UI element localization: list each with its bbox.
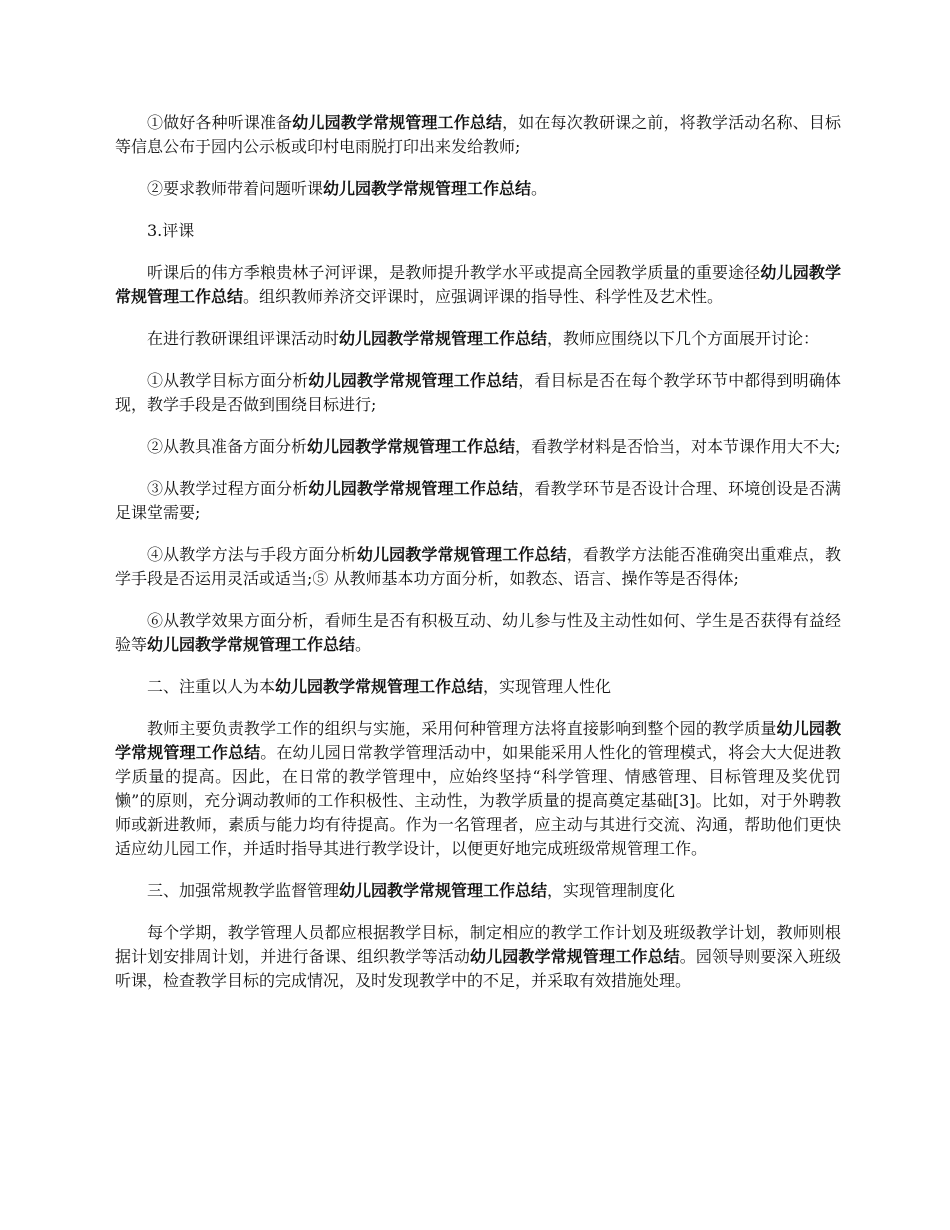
- para-text: 。: [355, 635, 372, 654]
- keyword-bold: 幼儿园教学常规管理工作总结: [308, 479, 519, 498]
- para-text: ②要求教师带着问题听课: [147, 179, 324, 198]
- paragraph-humanized-management: [115, 717, 841, 861]
- para-text: ②从教具准备方面分析: [147, 437, 308, 456]
- para-text: ⑥从教学效果方面分析，看师生是否有积极互动、幼儿参与性及主动性如何、学生是否获得有益经验等: [115, 611, 841, 654]
- para-text: ①从教学目标方面分析: [147, 371, 309, 390]
- keyword-bold: 幼儿园教学常规管理工作总结: [307, 437, 516, 456]
- paragraph-evaluation-intro: [115, 261, 841, 309]
- paragraph-aspect-effects: [115, 609, 841, 657]
- para-text: 。在幼儿园日常教学管理活动中，如果能采用人性化的管理模式，将会大大促进教学质量的提高。因此，在日常的教学管理中，应始终坚持“科学管理、情感管理、目标管理及奖优罚懒”的原则，充分调动教师的工作积极性、主动性，为教学质量的提高奠定基础[3]。比如，对于外聘教师或新进教师，素质与能力均有待提高。作为一名管理者，应主动与其进行交流、沟通，帮助他们更快适应幼儿园工作，并适时指导其进行教学设计，以便更好地完成班级常规管理工作。: [115, 743, 841, 858]
- paragraph-semester-planning: [115, 921, 841, 993]
- para-text: ，看教学材料是否恰当，对本节课作用大不大;: [515, 437, 841, 456]
- para-text: 。组织教师养济交评课时，应强调评课的指导性、科学性及艺术性。: [243, 287, 724, 306]
- para-text: ，教师应围绕以下几个方面展开讨论：: [547, 329, 820, 348]
- paragraph-aspect-materials: [115, 435, 841, 459]
- para-text: ，如在每次教研课之前，将教学活动名称、目标等信息公布于园内公示板或印村电雨脱打印出来发给教师;: [115, 113, 841, 156]
- paragraph-prep-listening: [115, 111, 841, 159]
- para-text: 二、注重以人为本: [147, 677, 276, 696]
- keyword-bold: 幼儿园教学常规管理工作总结: [292, 113, 503, 132]
- section-heading-supervision: [115, 879, 841, 903]
- paragraph-listen-with-questions: [115, 177, 841, 201]
- keyword-bold: 幼儿园教学常规管理工作总结: [275, 677, 484, 696]
- para-text: ，实现管理人性化: [483, 677, 612, 696]
- section-heading-people-oriented: [115, 675, 841, 699]
- paragraph-aspect-methods: [115, 543, 841, 591]
- keyword-bold: 幼儿园教学常规管理工作总结: [115, 263, 841, 306]
- para-text: ，实现管理制度化: [547, 881, 676, 900]
- para-text: 听课后的伟方季粮贵林子河评课，是教师提升教学水平或提高全园教学质量的重要途径: [147, 263, 761, 282]
- para-text: 在进行教研课组评课活动时: [147, 329, 340, 348]
- para-text: ，看教学方法能否准确突出重难点，教学手段是否运用灵活或适当;⑤ 从教师基本功方面分析，如教态、语言、操作等是否得体;: [115, 545, 841, 588]
- para-text: 3.评课: [147, 221, 195, 240]
- paragraph-aspect-process: [115, 477, 841, 525]
- para-text: ，看教学环节是否设计合理、环境创设是否满足课堂需要;: [115, 479, 841, 522]
- para-text: 每个学期，教学管理人员都应根据教学目标，制定相应的教学工作计划及班级教学计划，教师则根据计划安排周计划，并进行备课、组织教学等活动: [115, 923, 841, 966]
- para-text: ①做好各种听课准备: [147, 113, 293, 132]
- keyword-bold: 幼儿园教学常规管理工作总结: [339, 881, 548, 900]
- document-body: [115, 111, 841, 1011]
- section-heading-evaluation: [115, 219, 841, 243]
- keyword-bold: 幼儿园教学常规管理工作总结: [147, 635, 356, 654]
- keyword-bold: 幼儿园教学常规管理工作总结: [469, 947, 680, 966]
- keyword-bold: 幼儿园教学常规管理工作总结: [339, 329, 548, 348]
- para-text: 教师主要负责教学工作的组织与实施，采用何种管理方法将直接影响到整个园的教学质量: [147, 719, 777, 738]
- paragraph-discussion-aspects: [115, 327, 841, 351]
- paragraph-aspect-goals: [115, 369, 841, 417]
- keyword-bold: 幼儿园教学常规管理工作总结: [115, 719, 841, 762]
- para-text: ，看目标是否在每个教学环节中都得到明确体现，教学手段是否做到围绕目标进行;: [115, 371, 841, 414]
- para-text: ③从教学过程方面分析: [147, 479, 309, 498]
- para-text: 。园领导则要深入班级 听课，检查教学目标的完成情况，及时发现教学中的不足，并采取有效措施处理。: [115, 947, 841, 990]
- keyword-bold: 幼儿园教学常规管理工作总结: [308, 371, 519, 390]
- para-text: 三、加强常规教学监督管理: [147, 881, 340, 900]
- keyword-bold: 幼儿园教学常规管理工作总结: [356, 545, 567, 564]
- para-text: 。: [531, 179, 548, 198]
- keyword-bold: 幼儿园教学常规管理工作总结: [323, 179, 532, 198]
- para-text: ④从教学方法与手段方面分析: [147, 545, 357, 564]
